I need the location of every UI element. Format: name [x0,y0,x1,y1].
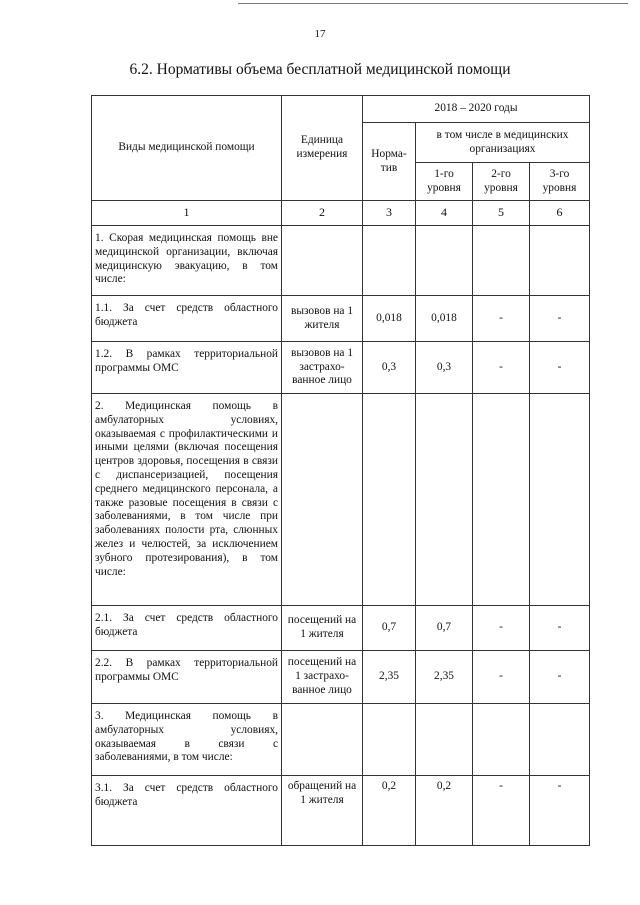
row-norm [363,394,416,606]
header-col-type: Виды медицинской помощи [92,96,282,201]
row-level-2: - [473,296,530,342]
row-unit: вызовов на 1 застрахо-ванное лицо [282,342,363,394]
table-row [92,342,590,394]
row-type: 2.1. За счет средств областного бюджета [92,606,282,651]
row-level-3 [530,226,590,296]
row-type: 3.1. За счет средств областного бюджета [92,776,282,846]
table-row [92,226,590,296]
row-norm: 0,7 [363,606,416,651]
row-level-1 [416,704,473,776]
row-level-2: - [473,342,530,394]
row-norm: 0,2 [363,776,416,846]
row-level-2 [473,394,530,606]
col-number: 5 [473,201,530,226]
col-number: 1 [92,201,282,226]
header-level-1: 1-го уровня [416,163,473,201]
row-unit: посещений на 1 жителя [282,606,363,651]
table-row [92,776,590,846]
header-incl: в том числе в медицинских организациях [416,123,590,163]
row-level-3: - [530,296,590,342]
row-level-3: - [530,606,590,651]
row-level-1: 0,2 [416,776,473,846]
header-level-2: 2-го уровня [473,163,530,201]
header-norm: Норма-тив [363,123,416,201]
row-norm: 0,3 [363,342,416,394]
row-norm: 2,35 [363,651,416,704]
row-norm [363,226,416,296]
row-level-1 [416,394,473,606]
row-type: 2.2. В рамках территориальной программы ОМС [92,651,282,704]
row-unit [282,394,363,606]
row-type: 1. Скорая медицинская помощь вне медицинской организации, включая медицинскую эвакуацию, в том числе: [92,226,282,296]
header-years: 2018 – 2020 годы [363,96,590,123]
row-type: 1.1. За счет средств областного бюджета [92,296,282,342]
row-level-2 [473,704,530,776]
row-norm: 0,018 [363,296,416,342]
row-level-1: 0,3 [416,342,473,394]
page-number: 17 [314,28,326,40]
row-level-1: 0,7 [416,606,473,651]
table-row [92,704,590,776]
col-number: 2 [282,201,363,226]
table-row [92,394,590,606]
table-row [92,296,590,342]
table-row [92,606,590,651]
table-row [92,651,590,704]
row-level-1: 0,018 [416,296,473,342]
norms-table [91,95,590,846]
row-level-3: - [530,776,590,846]
row-level-2: - [473,651,530,704]
row-type: 3. Медицинская помощь в амбулаторных условиях, оказываемая в связи с заболеваниями, в том числе: [92,704,282,776]
row-unit [282,704,363,776]
row-level-3 [530,704,590,776]
top-border-line [238,3,628,4]
row-level-3: - [530,342,590,394]
section-title: 6.2. Нормативы объема бесплатной медицинской помощи [129,61,511,78]
header-level-3: 3-го уровня [530,163,590,201]
row-level-2: - [473,776,530,846]
col-number: 4 [416,201,473,226]
row-type: 1.2. В рамках территориальной программы ОМС [92,342,282,394]
row-unit: посещений на 1 застрахо-ванное лицо [282,651,363,704]
row-level-2 [473,226,530,296]
col-number: 6 [530,201,590,226]
row-level-2: - [473,606,530,651]
row-unit [282,226,363,296]
row-type: 2. Медицинская помощь в амбулаторных условиях, оказываемая с профилактическими и иными целями (включая посещения центров здоровья, посещения в связи с диспансеризацией, посещения среднего медицинского персонала, а также разовые посещения в связи с заболеваниями, в том числе при заболеваниях полости рта, слюнных желез и челюстей, за исключением зубного протезирования), в том числе: [92,394,282,606]
column-number-row [92,201,590,226]
row-level-1 [416,226,473,296]
row-unit: вызовов на 1 жителя [282,296,363,342]
header-col-unit: Единица измерения [282,96,363,201]
row-unit: обращений на 1 жителя [282,776,363,846]
row-level-3: - [530,651,590,704]
col-number: 3 [363,201,416,226]
row-level-1: 2,35 [416,651,473,704]
row-level-3 [530,394,590,606]
header-row-1 [92,96,590,123]
row-norm [363,704,416,776]
